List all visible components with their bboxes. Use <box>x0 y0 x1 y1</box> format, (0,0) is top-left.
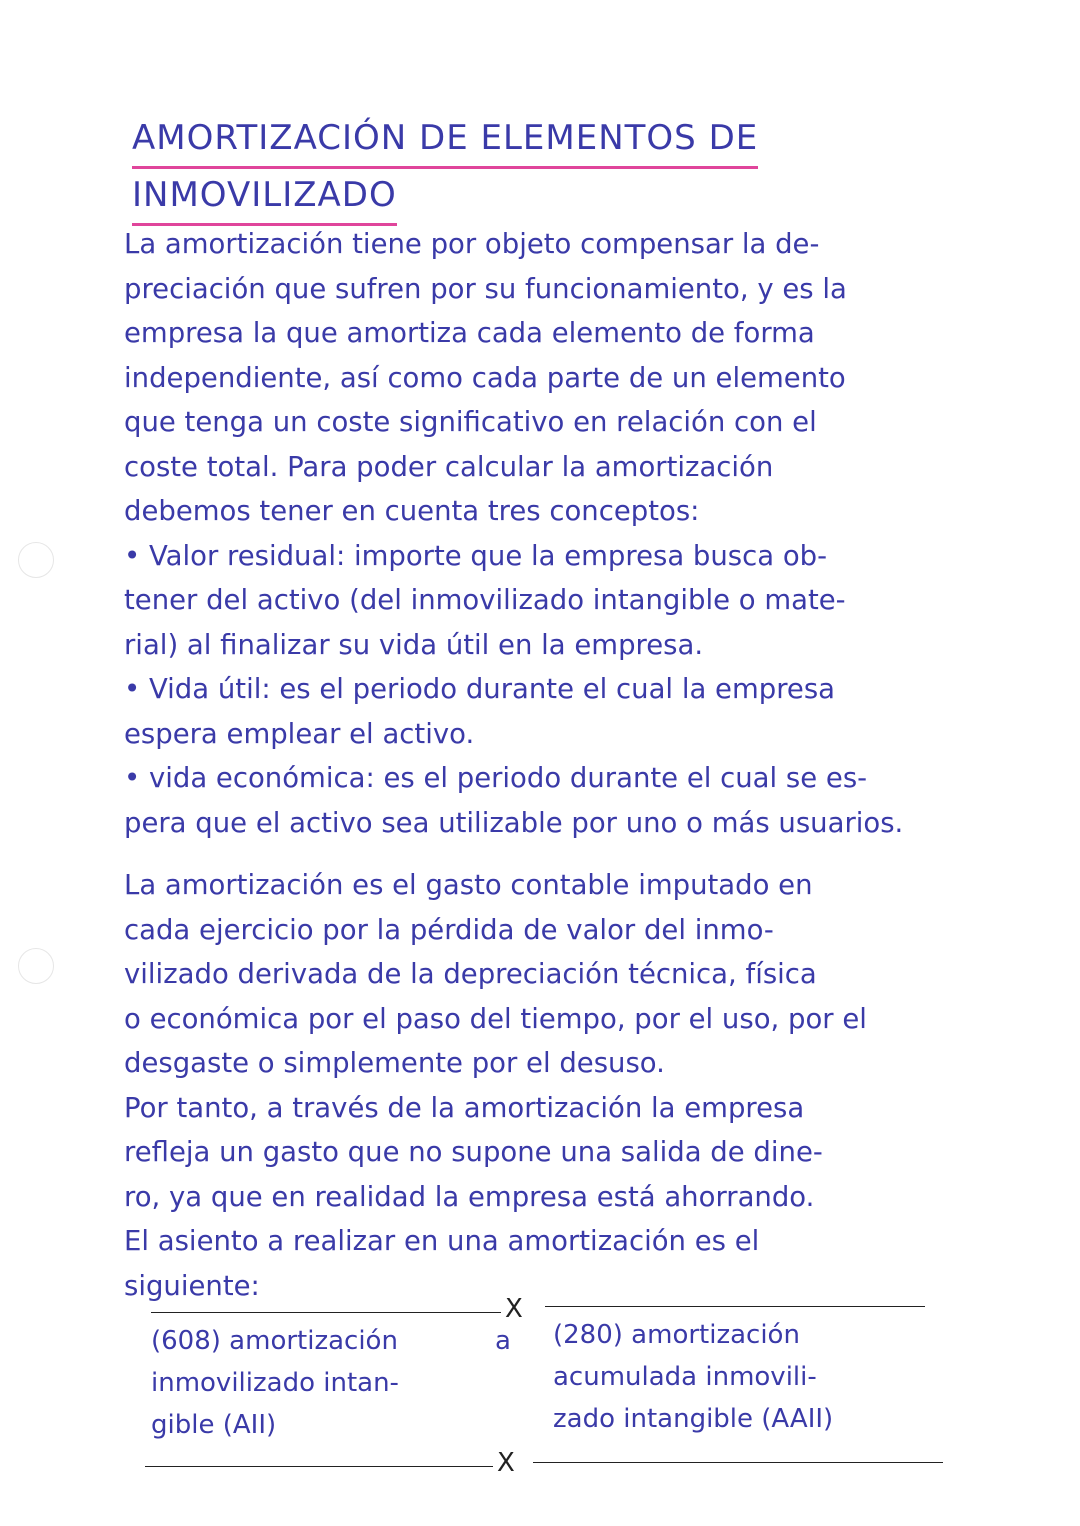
bullet-economic-life <box>124 756 1024 845</box>
text-line: • Vida útil: es el periodo durante el cual la empresa <box>124 673 836 705</box>
entry-rule <box>151 1312 501 1313</box>
binder-hole <box>18 542 54 578</box>
debit-line: (608) amortización <box>151 1326 398 1356</box>
title-line-2: INMOVILIZADO <box>132 169 397 226</box>
text-line: La amortización tiene por objeto compensar la de- <box>124 228 820 260</box>
title-line-1: AMORTIZACIÓN DE ELEMENTOS DE <box>132 112 758 169</box>
definition-paragraph <box>124 863 1024 1308</box>
text-line: preciación que sufren por su funcionamiento, y es la <box>124 272 847 305</box>
credit-line: zado intangible (AAII) <box>553 1404 834 1434</box>
text-line: independiente, así como cada parte de un elemento <box>124 361 846 394</box>
bullet-residual-value <box>124 534 1024 668</box>
page-title <box>132 112 832 226</box>
entry-a-mark: a <box>495 1326 511 1356</box>
text-line: siguiente: <box>124 1269 260 1302</box>
entry-x-mark: X <box>505 1294 523 1324</box>
text-line: • Valor residual: importe que la empresa busca ob- <box>124 539 828 572</box>
entry-rule <box>145 1466 493 1467</box>
text-line: pera que el activo sea utilizable por uno o más usuarios. <box>124 806 904 839</box>
text-line: coste total. Para poder calcular la amortización <box>124 450 774 483</box>
text-line: ro, ya que en realidad la empresa está ahorrando. <box>124 1180 815 1213</box>
text-line: • vida económica: es el periodo durante el cual se es- <box>124 762 868 794</box>
text-line: vilizado derivada de la depreciación técnica, física <box>124 958 817 990</box>
entry-rule <box>533 1462 943 1463</box>
text-line: desgaste o simplemente por el desuso. <box>124 1047 665 1079</box>
text-line: o económica por el paso del tiempo, por el uso, por el <box>124 1002 867 1035</box>
text-line: que tenga un coste significativo en relación con el <box>124 406 817 438</box>
text-line: empresa la que amortiza cada elemento de forma <box>124 317 815 349</box>
text-line: tener del activo (del inmovilizado intangible o mate- <box>124 584 846 616</box>
binder-hole <box>18 948 54 984</box>
debit-line: inmovilizado intan- <box>151 1368 399 1398</box>
debit-account <box>151 1320 481 1446</box>
bullet-useful-life <box>124 667 1024 756</box>
entry-rule <box>545 1306 925 1307</box>
text-line: La amortización es el gasto contable imputado en <box>124 869 813 901</box>
text-line: Por tanto, a través de la amortización la empresa <box>124 1091 805 1124</box>
intro-paragraph <box>124 222 1024 534</box>
journal-entry <box>145 1294 945 1478</box>
text-line: rial) al finalizar su vida útil en la empresa. <box>124 628 704 661</box>
debit-line: gible (AII) <box>151 1410 277 1440</box>
text-line: espera emplear el activo. <box>124 717 475 750</box>
notes-body <box>124 222 1024 1308</box>
text-line: refleja un gasto que no supone una salida de dine- <box>124 1136 823 1168</box>
credit-line: (280) amortización <box>553 1320 800 1350</box>
text-line: debemos tener en cuenta tres conceptos: <box>124 495 700 527</box>
entry-x-mark: X <box>497 1448 515 1478</box>
text-line: El asiento a realizar en una amortización es el <box>124 1225 760 1257</box>
credit-line: acumulada inmovili- <box>553 1362 817 1392</box>
credit-account <box>553 1314 953 1440</box>
text-line: cada ejercicio por la pérdida de valor del inmo- <box>124 913 774 946</box>
